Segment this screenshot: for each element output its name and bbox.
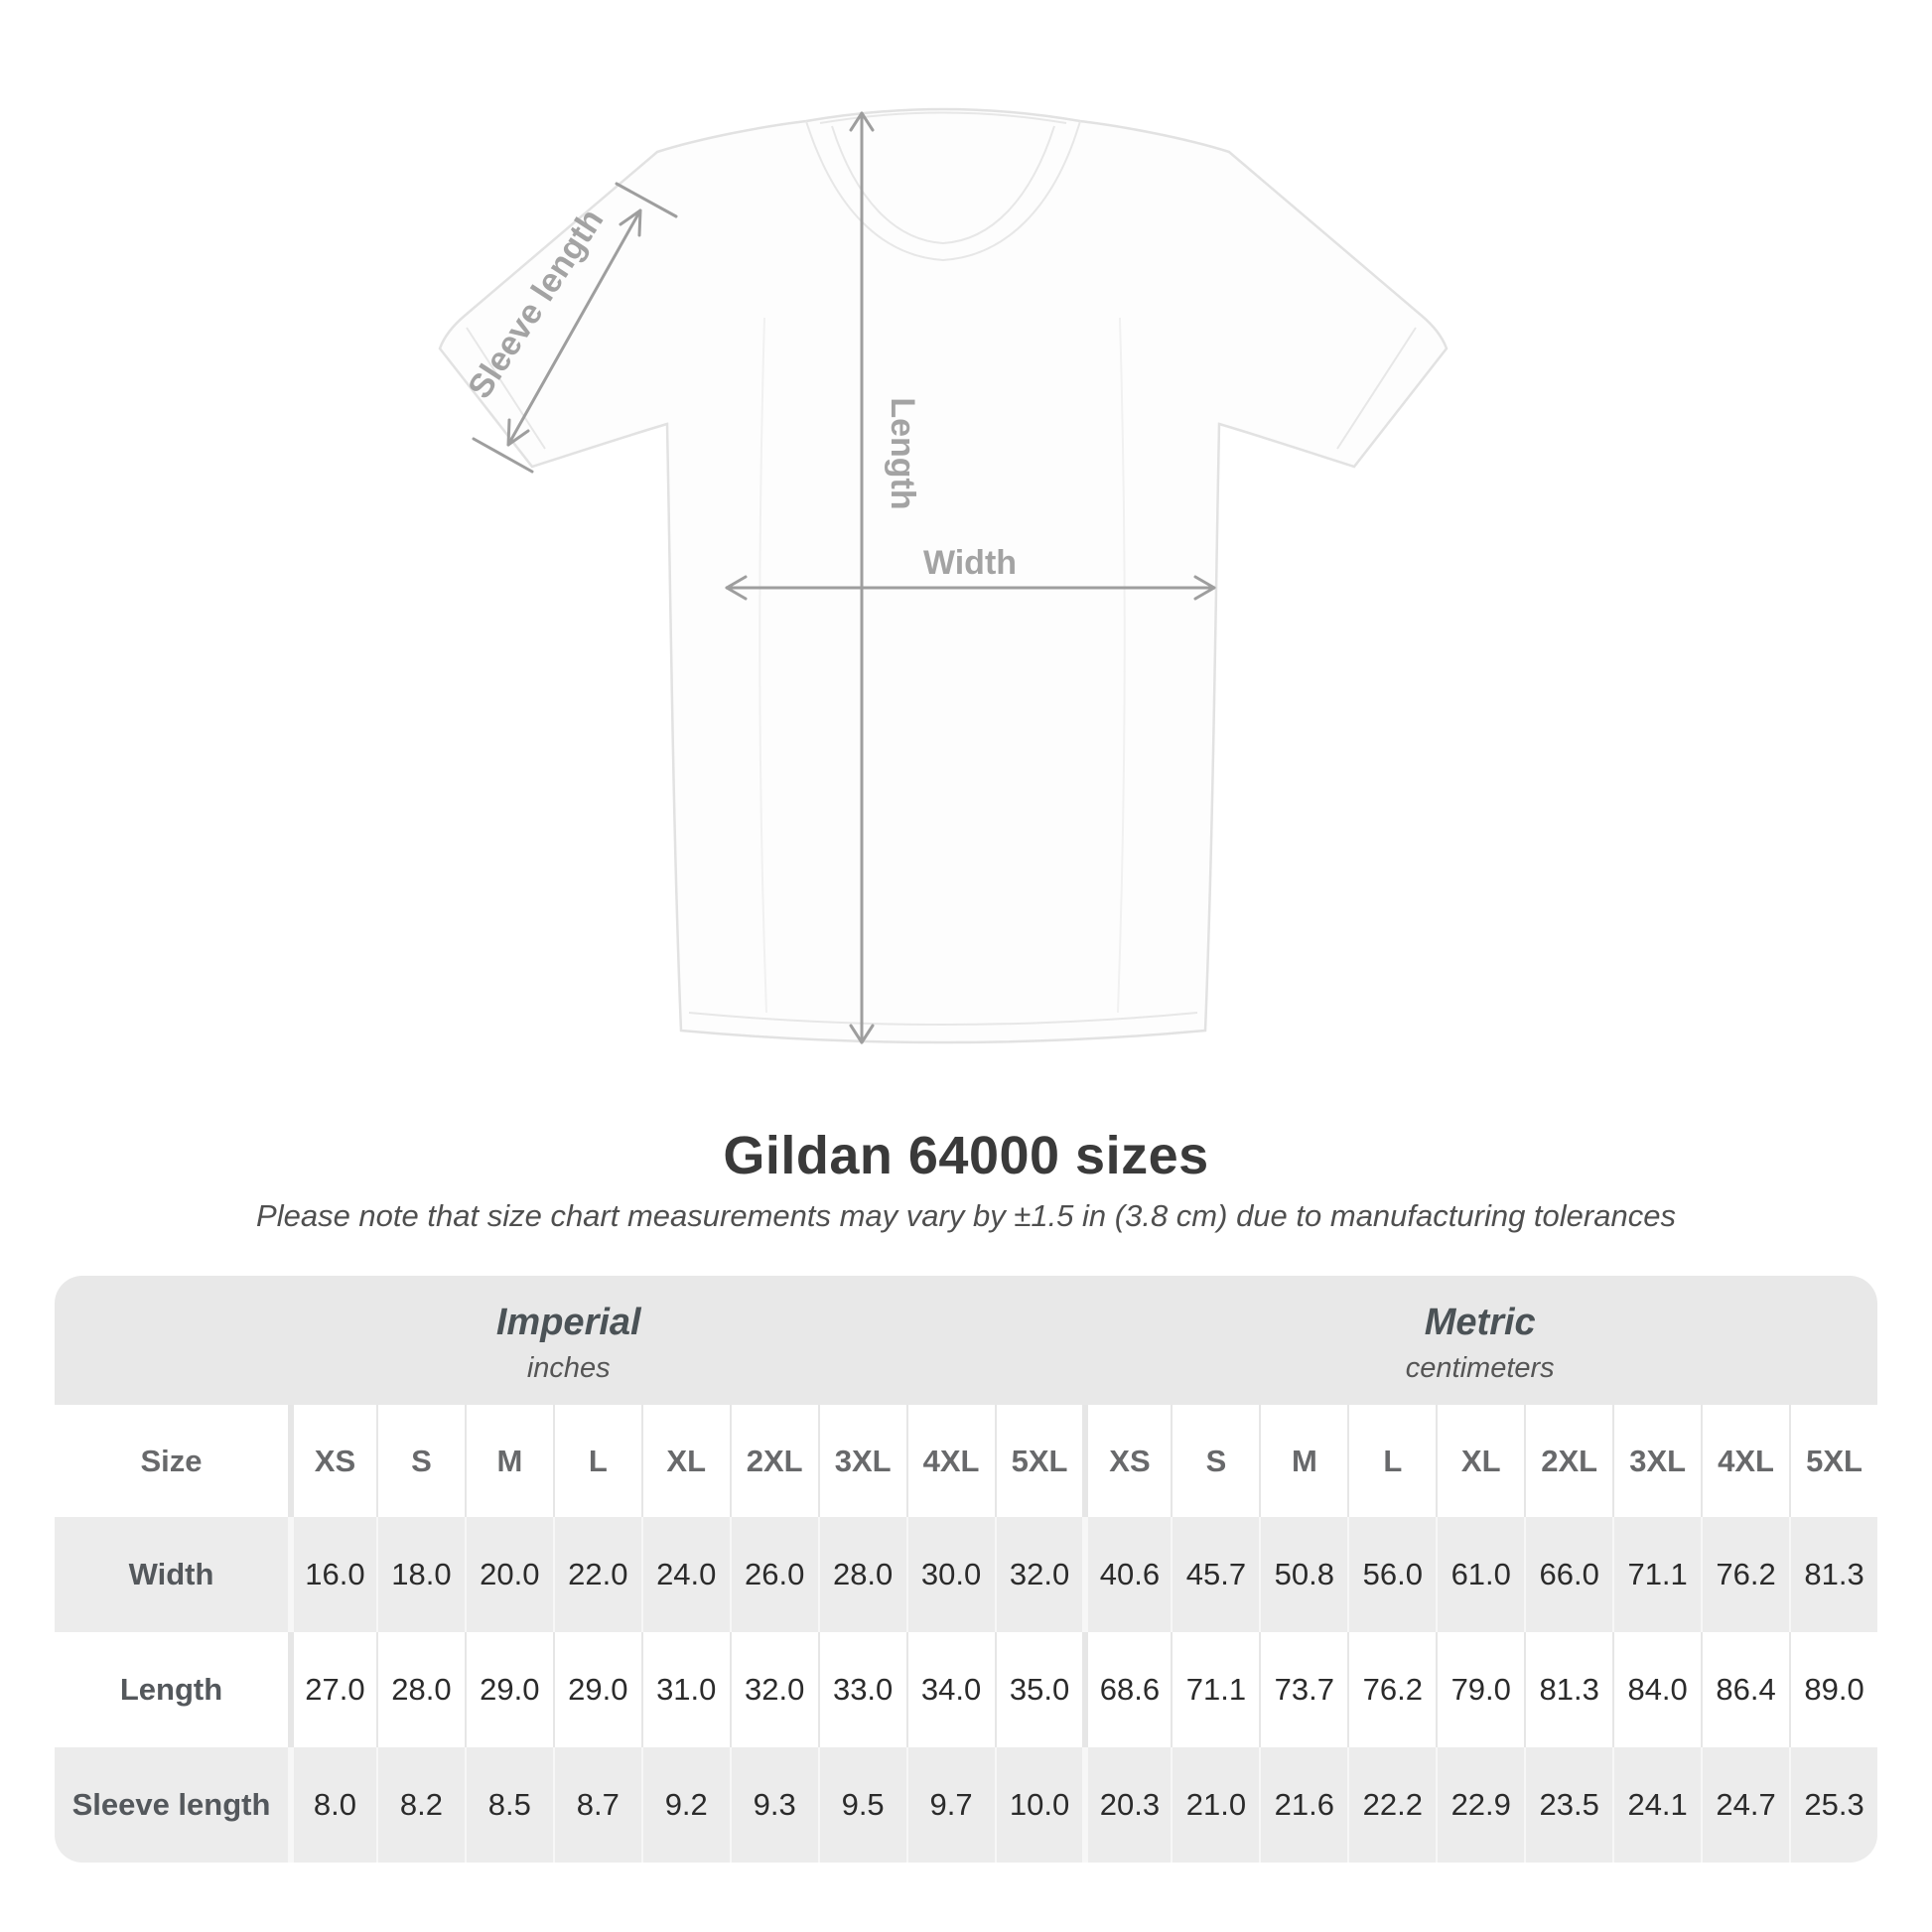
value-metric-cell: 71.1 xyxy=(1612,1517,1701,1632)
value-imperial-cell: 28.0 xyxy=(818,1517,906,1632)
sleeve-length-label: Sleeve length xyxy=(461,202,612,406)
size-header-imperial-4xl: 4XL xyxy=(906,1405,995,1517)
value-metric-cell: 50.8 xyxy=(1259,1517,1347,1632)
value-imperial-cell: 22.0 xyxy=(553,1517,641,1632)
size-header-imperial-s: S xyxy=(376,1405,465,1517)
value-imperial-cell: 8.7 xyxy=(553,1747,641,1863)
value-imperial-cell: 8.2 xyxy=(376,1747,465,1863)
value-metric-cell: 71.1 xyxy=(1171,1632,1259,1747)
value-imperial-cell: 8.0 xyxy=(288,1747,376,1863)
size-header-imperial-xl: XL xyxy=(641,1405,730,1517)
value-imperial-cell: 18.0 xyxy=(376,1517,465,1632)
size-header-imperial-2xl: 2XL xyxy=(730,1405,818,1517)
size-header-imperial-l: L xyxy=(553,1405,641,1517)
value-metric-cell: 76.2 xyxy=(1347,1632,1436,1747)
size-header-metric-s: S xyxy=(1171,1405,1259,1517)
value-metric-cell: 89.0 xyxy=(1789,1632,1877,1747)
value-metric-cell: 24.1 xyxy=(1612,1747,1701,1863)
value-imperial-cell: 31.0 xyxy=(641,1632,730,1747)
row-label-length: Length xyxy=(55,1632,288,1747)
size-header-metric-l: L xyxy=(1347,1405,1436,1517)
unit-group-imperial xyxy=(55,1276,1082,1405)
value-imperial-cell: 30.0 xyxy=(906,1517,995,1632)
value-metric-cell: 24.7 xyxy=(1701,1747,1789,1863)
size-header-imperial-m: M xyxy=(465,1405,553,1517)
size-header-metric-3xl: 3XL xyxy=(1612,1405,1701,1517)
value-imperial-cell: 32.0 xyxy=(730,1632,818,1747)
value-metric-cell: 21.0 xyxy=(1171,1747,1259,1863)
size-header-imperial-xs: XS xyxy=(288,1405,376,1517)
value-metric-cell: 22.2 xyxy=(1347,1747,1436,1863)
value-imperial-cell: 35.0 xyxy=(995,1632,1083,1747)
value-imperial-cell: 8.5 xyxy=(465,1747,553,1863)
size-column-header: Size xyxy=(55,1405,288,1517)
value-imperial-cell: 27.0 xyxy=(288,1632,376,1747)
length-label: Length xyxy=(884,397,921,510)
unit-group-metric xyxy=(1082,1276,1877,1405)
unit-group-metric-title: Metric xyxy=(1424,1302,1536,1343)
value-imperial-cell: 33.0 xyxy=(818,1632,906,1747)
value-metric-cell: 21.6 xyxy=(1259,1747,1347,1863)
value-imperial-cell: 32.0 xyxy=(995,1517,1083,1632)
value-imperial-cell: 10.0 xyxy=(995,1747,1083,1863)
value-imperial-cell: 9.3 xyxy=(730,1747,818,1863)
value-metric-cell: 86.4 xyxy=(1701,1632,1789,1747)
value-metric-cell: 68.6 xyxy=(1082,1632,1171,1747)
value-metric-cell: 76.2 xyxy=(1701,1517,1789,1632)
size-header-metric-m: M xyxy=(1259,1405,1347,1517)
unit-group-metric-unit: centimeters xyxy=(1405,1352,1555,1384)
size-header-metric-xs: XS xyxy=(1082,1405,1171,1517)
value-imperial-cell: 26.0 xyxy=(730,1517,818,1632)
value-imperial-cell: 29.0 xyxy=(465,1632,553,1747)
size-table xyxy=(55,1276,1877,1863)
size-header-metric-4xl: 4XL xyxy=(1701,1405,1789,1517)
value-metric-cell: 45.7 xyxy=(1171,1517,1259,1632)
size-header-metric-xl: XL xyxy=(1436,1405,1524,1517)
value-imperial-cell: 16.0 xyxy=(288,1517,376,1632)
value-metric-cell: 81.3 xyxy=(1524,1632,1612,1747)
size-header-imperial-3xl: 3XL xyxy=(818,1405,906,1517)
row-label-width: Width xyxy=(55,1517,288,1632)
value-metric-cell: 81.3 xyxy=(1789,1517,1877,1632)
value-imperial-cell: 20.0 xyxy=(465,1517,553,1632)
value-imperial-cell: 9.5 xyxy=(818,1747,906,1863)
size-header-metric-5xl: 5XL xyxy=(1789,1405,1877,1517)
value-metric-cell: 25.3 xyxy=(1789,1747,1877,1863)
size-header-metric-2xl: 2XL xyxy=(1524,1405,1612,1517)
value-metric-cell: 66.0 xyxy=(1524,1517,1612,1632)
page-title: Gildan 64000 sizes xyxy=(723,1126,1209,1185)
value-metric-cell: 84.0 xyxy=(1612,1632,1701,1747)
width-label: Width xyxy=(922,544,1018,582)
value-imperial-cell: 29.0 xyxy=(553,1632,641,1747)
value-metric-cell: 40.6 xyxy=(1082,1517,1171,1632)
value-metric-cell: 23.5 xyxy=(1524,1747,1612,1863)
value-metric-cell: 73.7 xyxy=(1259,1632,1347,1747)
value-imperial-cell: 9.2 xyxy=(641,1747,730,1863)
size-header-imperial-5xl: 5XL xyxy=(995,1405,1083,1517)
tolerance-note: Please note that size chart measurements may vary by ±1.5 in (3.8 cm) due to manufacturing tolerances xyxy=(256,1198,1676,1233)
value-imperial-cell: 34.0 xyxy=(906,1632,995,1747)
value-metric-cell: 61.0 xyxy=(1436,1517,1524,1632)
value-metric-cell: 79.0 xyxy=(1436,1632,1524,1747)
value-imperial-cell: 9.7 xyxy=(906,1747,995,1863)
row-label-sleeve-length: Sleeve length xyxy=(55,1747,288,1863)
unit-group-imperial-title: Imperial xyxy=(495,1302,641,1343)
value-metric-cell: 22.9 xyxy=(1436,1747,1524,1863)
value-imperial-cell: 24.0 xyxy=(641,1517,730,1632)
unit-group-imperial-unit: inches xyxy=(526,1352,611,1384)
value-imperial-cell: 28.0 xyxy=(376,1632,465,1747)
value-metric-cell: 56.0 xyxy=(1347,1517,1436,1632)
value-metric-cell: 20.3 xyxy=(1082,1747,1171,1863)
